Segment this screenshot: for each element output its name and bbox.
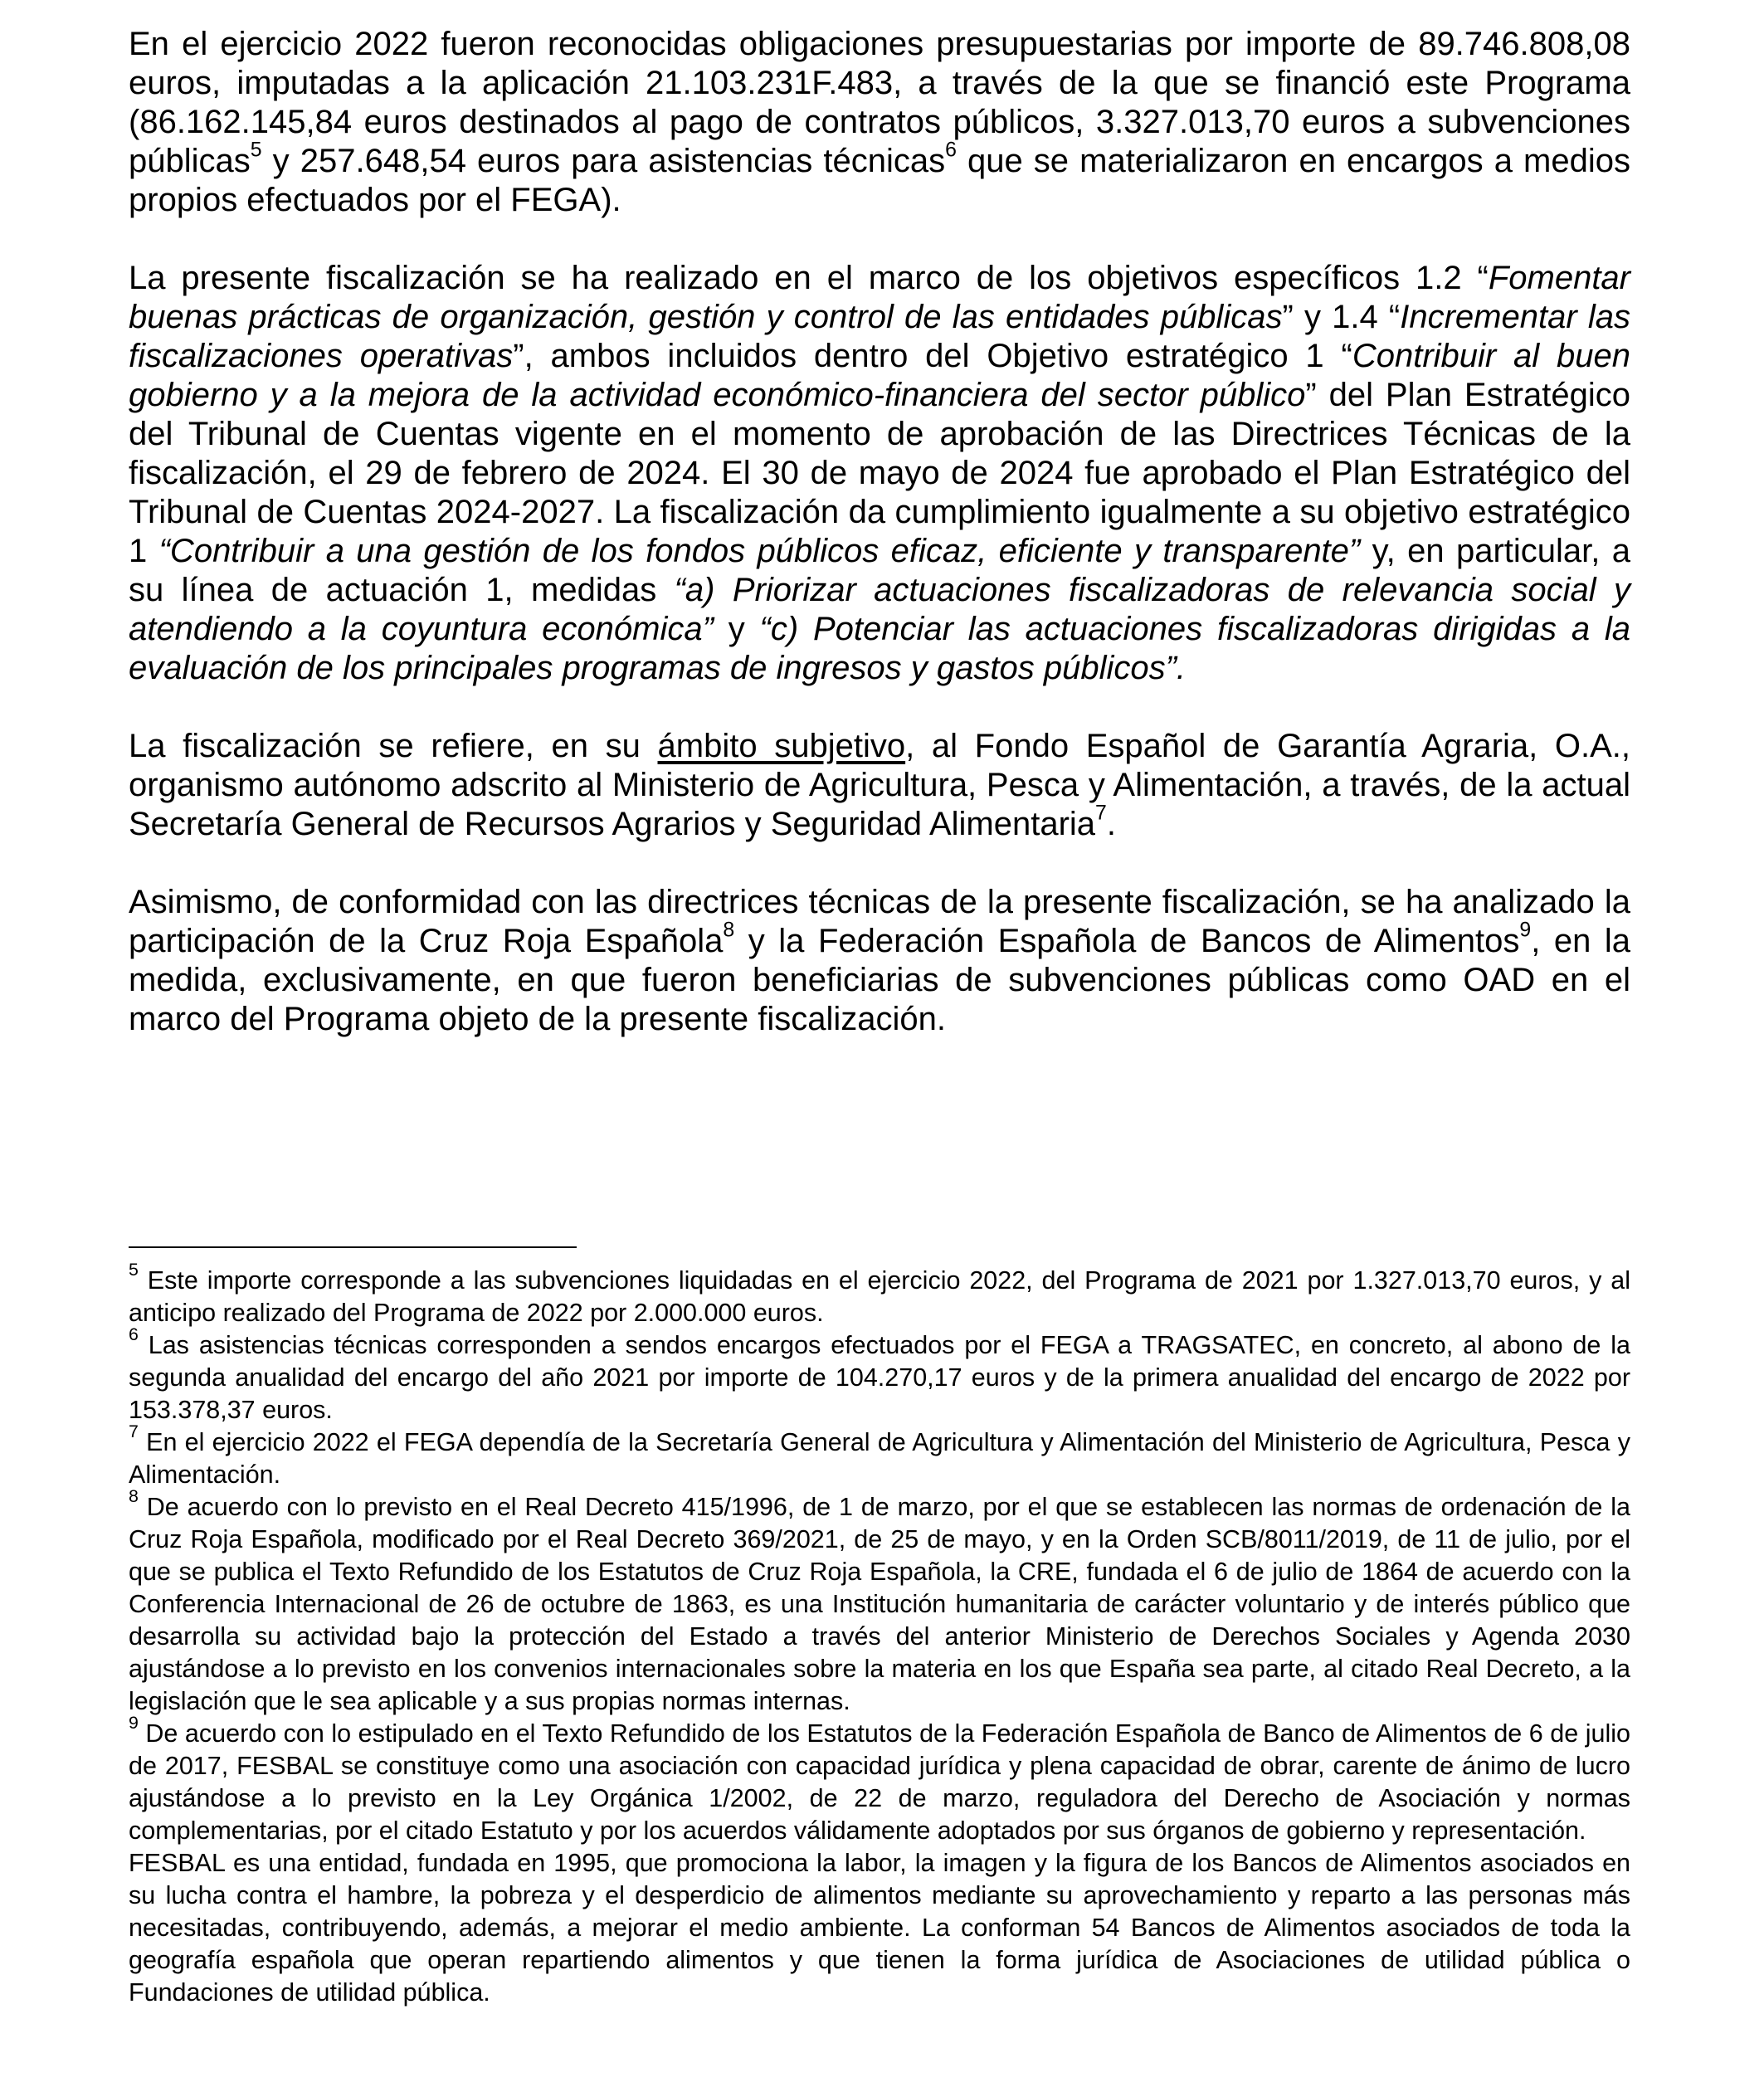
footnote-number: 6: [129, 1324, 139, 1344]
text-segment: y: [713, 611, 760, 647]
footnote-ref: 5: [250, 139, 262, 162]
text-segment: que se materializaron en encargos a medios propios efectuados por el FEGA).: [129, 143, 1630, 218]
footnote-number: 9: [129, 1713, 139, 1733]
italic-text: “c) Potenciar las actuaciones fiscalizadoras dirigidas a la evaluación de los principales programas de ingresos y gastos públicos”.: [129, 611, 1630, 686]
text-segment: La fiscalización se refiere, en su: [129, 728, 658, 764]
footnote: [129, 1421, 1630, 1491]
italic-text: “Contribuir a una gestión de los fondos públicos eficaz, eficiente y transparente”: [158, 533, 1361, 569]
footnote-number: 7: [129, 1421, 139, 1441]
paragraph: [129, 25, 1630, 220]
text-segment: Asimismo, de conformidad con las directrices técnicas de la presente fiscalización, se ha analizado la participación de la Cruz Roja Española: [129, 884, 1630, 959]
footnote-text: Las asistencias técnicas corresponden a sendos encargos efectuados por el FEGA a TRAGSATEC, en concreto, al abono de la segunda anualidad del encargo del año 2021 por importe de 104.270,17 euros y de la primera anualidad del encargo de 2022 por 153.378,37 euros.: [129, 1331, 1630, 1424]
footnotes: [129, 1260, 1630, 2009]
footnote-ref: 7: [1095, 802, 1107, 825]
text-segment: ” y 1.4 “: [1282, 299, 1401, 335]
footnote: [129, 1324, 1630, 1426]
text-segment: La presente fiscalización se ha realizado en el marco de los objetivos específicos 1.2 “: [129, 260, 1489, 296]
paragraph: [129, 259, 1630, 688]
underlined-text: ámbito subjetivo: [657, 728, 906, 764]
footnote-text: De acuerdo con lo previsto en el Real Decreto 415/1996, de 1 de marzo, por el que se establecen las normas de ordenación de la Cruz Roja Española, modificado por el Real Decreto 369/2021, de 25 de mayo, y en la Orden SCB/8011/2019, de 11 de julio, por el que se publica el Texto Refundido de los Estatutos de Cruz Roja Española, la CRE, fundada el 6 de julio de 1864 de acuerdo con la Conferencia Internacional de 26 de octubre de 1863, es una Institución humanitaria de carácter voluntario y de interés público que desarrolla su actividad bajo la protección del Estado a través del anterior Ministerio de Derechos Sociales y Agenda 2030 ajustándose a lo previsto en los convenios internacionales sobre la materia en los que España sea parte, al citado Real Decreto, a la legislación que le sea aplicable y a sus propias normas internas.: [129, 1493, 1630, 1715]
text-segment: , al Fondo Español de Garantía Agraria, O.A., organismo autónomo adscrito al Ministerio de Agricultura, Pesca y Alimentación, a través, de la actual Secretaría General de Recursos Agrarios y Seguridad Alimentaria: [129, 728, 1630, 842]
paragraph: [129, 883, 1630, 1039]
footnote-text: De acuerdo con lo estipulado en el Texto Refundido de los Estatutos de la Federación Española de Banco de Alimentos de 6 de julio de 2017, FESBAL se constituye como una asociación con capacidad jurídica y plena capacidad de obrar, carente de ánimo de lucro ajustándose a lo previsto en la Ley Orgánica 1/2002, de 22 de marzo, reguladora del Derecho de Asociación y normas complementarias, por el citado Estatuto y por los acuerdos válidamente adoptados por sus órganos de gobierno y representación.: [129, 1719, 1630, 1845]
text-segment: y 257.648,54 euros para asistencias técnicas: [261, 143, 946, 179]
text-segment: , en la medida, exclusivamente, en que fueron beneficiarias de subvenciones públicas como OAD en el marco del Programa objeto de la presente fiscalización.: [129, 923, 1631, 1037]
footnote: [129, 1260, 1630, 1329]
footnote-number: 8: [129, 1486, 139, 1506]
text-segment: y, en particular, a su línea de actuación 1, medidas: [129, 533, 1630, 608]
footnote-ref: 6: [945, 139, 957, 162]
footnote-number: 5: [129, 1260, 139, 1280]
text-segment: ” del Plan Estratégico del Tribunal de Cuentas vigente en el momento de aprobación de las Directrices Técnicas de la fiscalización, el 29 de febrero de 2024. El 30 de mayo de 2024 fue aprobado el Plan Estratégico del Tribunal de Cuentas 2024-2027. La fiscalización da cumplimiento igualmente a su objetivo estratégico 1: [129, 377, 1630, 569]
footnote-separator: [129, 1246, 577, 1248]
italic-text: Incrementar las fiscalizaciones operativas: [129, 299, 1630, 374]
footnote-text: En el ejercicio 2022 el FEGA dependía de la Secretaría General de Agricultura y Alimentación del Ministerio de Agricultura, Pesca y Alimentación.: [129, 1428, 1630, 1489]
footnote-ref: 8: [723, 919, 735, 942]
footnote-text: FESBAL es una entidad, fundada en 1995, que promociona la labor, la imagen y la figura de los Bancos de Alimentos asociados en su lucha contra el hambre, la pobreza y el desperdicio de alimentos mediante su aprovechamiento y reparto a las personas más necesitadas, contribuyendo, además, a mejorar el medio ambiente. La conforman 54 Bancos de Alimentos asociados de toda la geografía española que operan repartiendo alimentos y que tienen la forma jurídica de Asociaciones de utilidad pública o Fundaciones de utilidad pública.: [129, 1849, 1630, 2007]
footnote-text: Este importe corresponde a las subvenciones liquidadas en el ejercicio 2022, del Programa de 2021 por 1.327.013,70 euros, y al anticipo realizado del Programa de 2022 por 2.000.000 euros.: [129, 1266, 1630, 1327]
main-text: [129, 25, 1630, 1078]
text-segment: En el ejercicio 2022 fueron reconocidas obligaciones presupuestarias por importe de 89.746.808,08 euros, imputadas a la aplicación 21.103.231F.483, a través de la que se financió este Programa (86.162.145,84 euros destinados al pago de contratos públicos, 3.327.013,70 euros a subvenciones públicas: [129, 26, 1630, 179]
footnote: [129, 1713, 1630, 1847]
italic-text: Fomentar buenas prácticas de organización, gestión y control de las entidades públicas: [129, 260, 1630, 335]
paragraph: [129, 727, 1630, 844]
italic-text: Contribuir al buen gobierno y a la mejora de la actividad económico-financiera del sector público: [129, 338, 1631, 413]
text-segment: ”, ambos incluidos dentro del Objetivo estratégico 1 “: [513, 338, 1352, 374]
italic-text: “a) Priorizar actuaciones fiscalizadoras de relevancia social y atendiendo a la coyuntura económica”: [129, 572, 1631, 647]
text-segment: y la Federación Española de Bancos de Alimentos: [734, 923, 1520, 959]
text-segment: .: [1106, 806, 1116, 842]
footnote: [129, 1847, 1630, 2009]
footnote-ref: 9: [1519, 919, 1532, 942]
footnote: [129, 1486, 1630, 1718]
